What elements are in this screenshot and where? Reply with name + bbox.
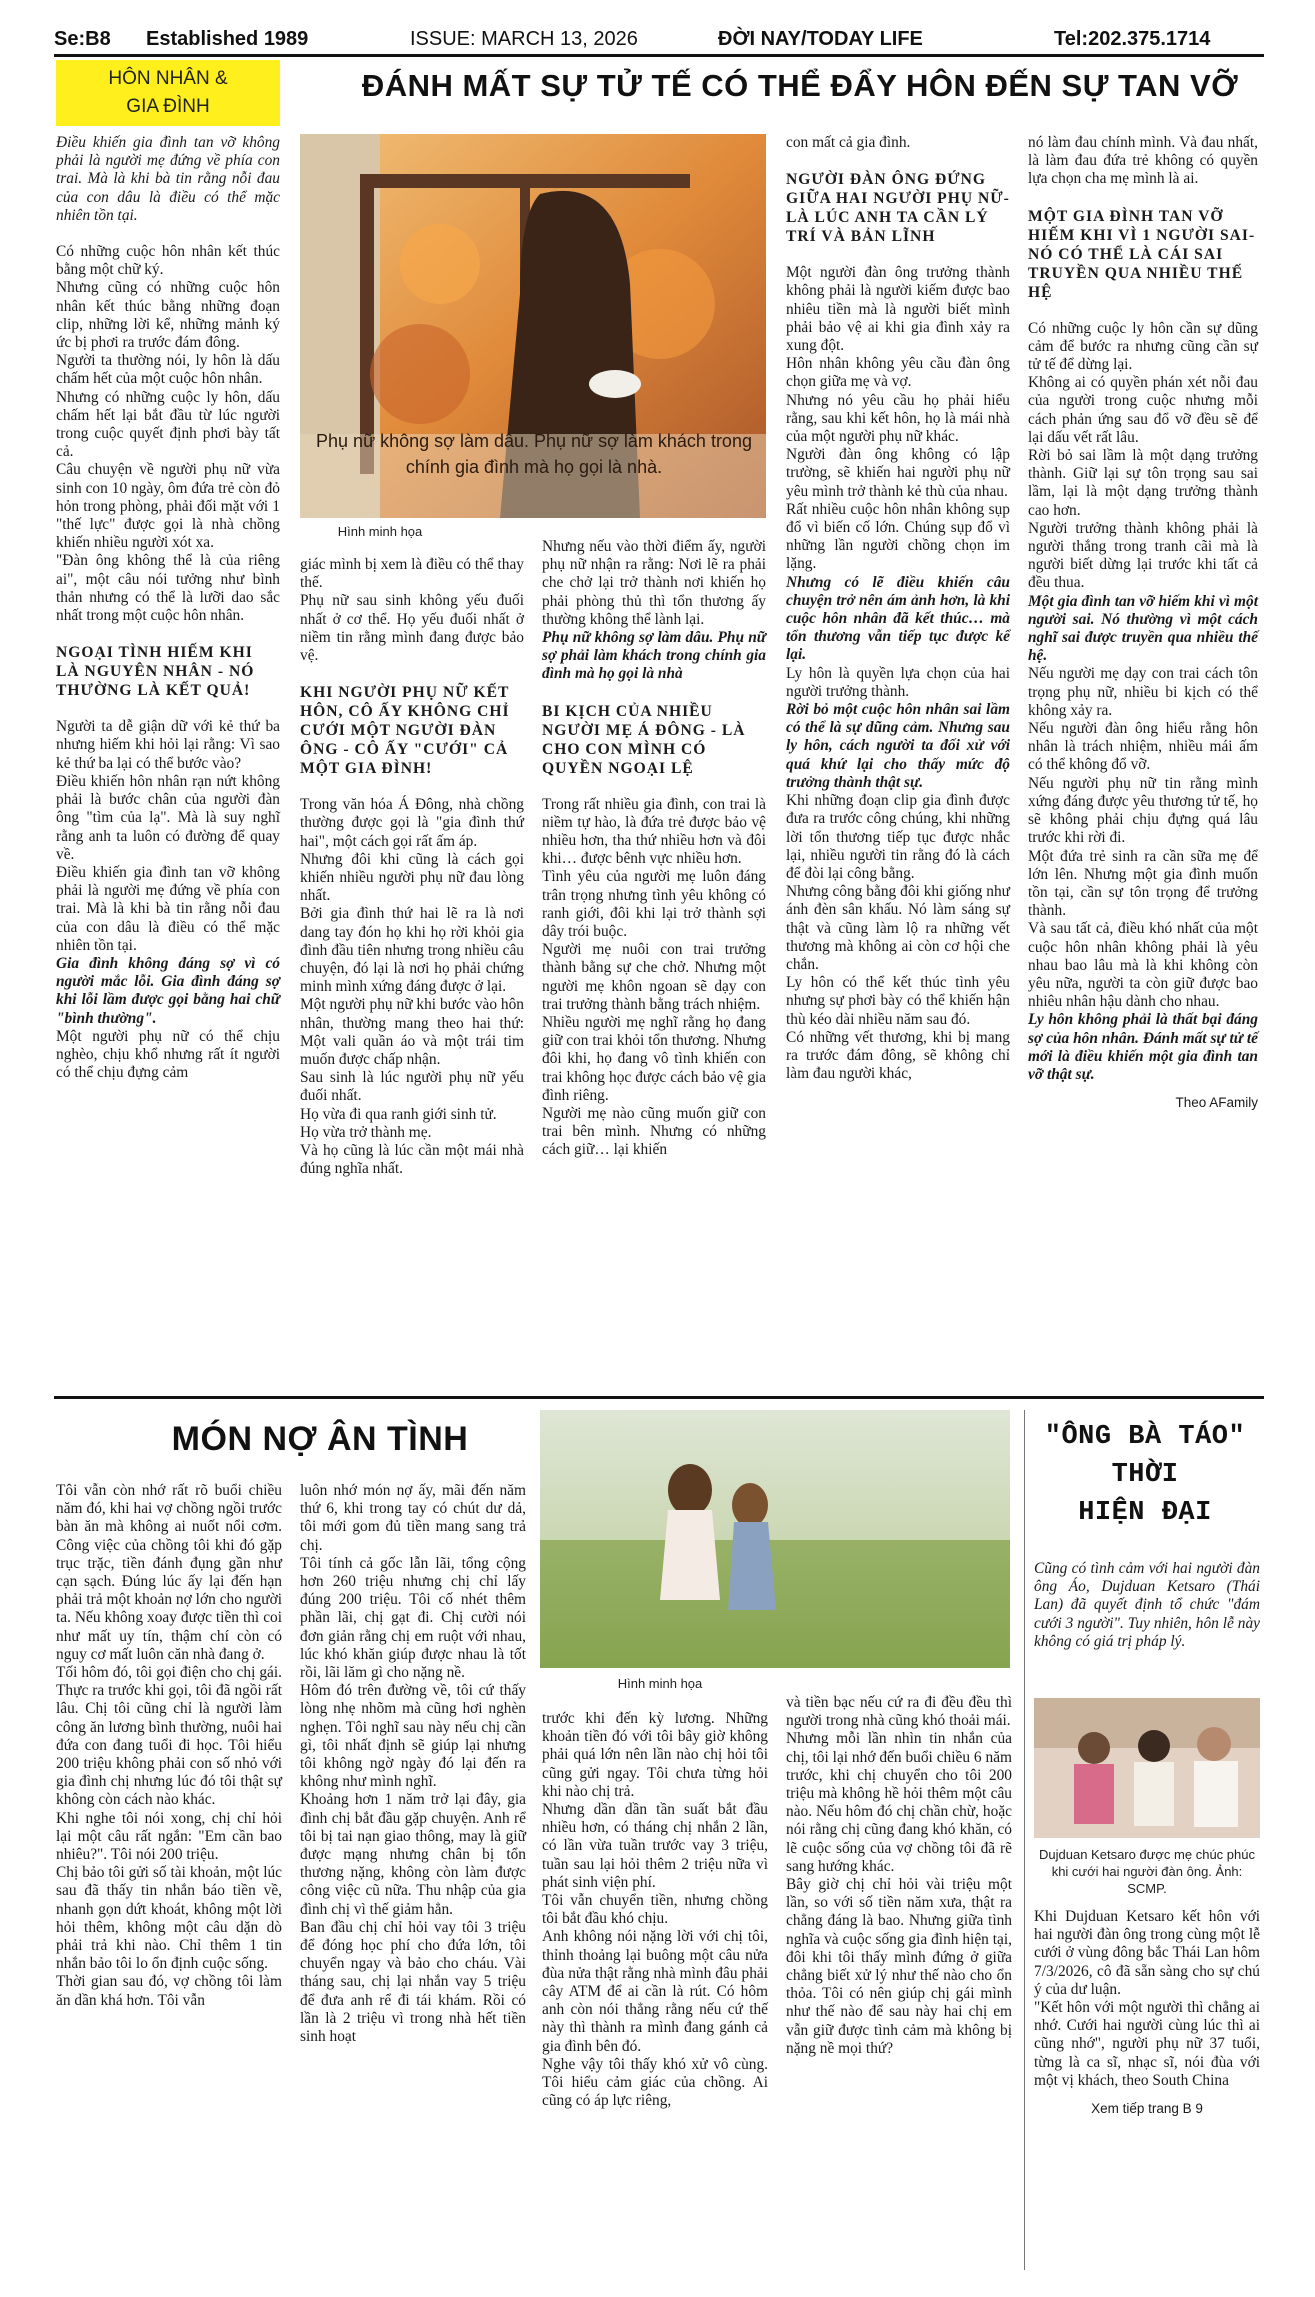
- section-label-line1: HÔN NHÂN &: [108, 68, 228, 89]
- issue-date: ISSUE: MARCH 13, 2026: [410, 28, 638, 50]
- paragraph: Có những cuộc ly hôn cần sự dũng cảm để bước ra nhưng cũng cần sự tử tế để dừng lại.: [1028, 319, 1258, 374]
- paragraph: Trong rất nhiều gia đình, con trai là niềm tự hào, là đứa trẻ được bảo vệ nhiều hơn, tha thứ nhiều hơn và đôi khi… được bênh vực nhiều hơn.: [542, 795, 766, 868]
- emphasis-paragraph: Gia đình không đáng sợ vì có người mắc lỗi. Gia đình đáng sợ khi lỗi lầm được gọi bằng hai chữ "bình thường".: [56, 954, 280, 1027]
- paragraph: Nhưng đôi khi cũng là cách gọi khiến nhiều người phụ nữ đau lòng nhất.: [300, 850, 524, 905]
- paragraph: Nhưng nếu vào thời điểm ấy, người phụ nữ nhận ra rằng: Nơi lẽ ra phải che chở lại trở thành nơi khiến họ phải phòng thủ thì tổn thương ấy thường không thể lành lại.: [542, 538, 766, 628]
- paragraph: Ly hôn có thể kết thúc tình yêu nhưng sự phơi bày có thể khiến hận thù kéo dài nhiều năm sau đó.: [786, 974, 1010, 1028]
- paragraph: Và họ cũng là lúc cần một mái nhà đúng nghĩa nhất.: [300, 1142, 524, 1178]
- paragraph: Nhưng nó yêu cầu họ phải hiểu rằng, sau khi kết hôn, họ là mái nhà của một người phụ nữ khác.: [786, 391, 1010, 446]
- article2-column-3: [542, 1710, 768, 2110]
- article1-column-3: [542, 538, 766, 1160]
- paragraph: trước khi đến kỳ lương. Những khoản tiền đó với tôi bây giờ không phải quá lớn nên lần nào chị hỏi tôi cũng gửi ngay. Tôi chưa từng hỏi khi nào chị trả.: [542, 1710, 768, 1800]
- subheading: NGOẠI TÌNH HIẾM KHI LÀ NGUYÊN NHÂN - NÓ THƯỜNG LÀ KẾT QUẢ!: [56, 644, 255, 700]
- paragraph: Tôi vẫn chuyển tiền, nhưng chồng tôi bắt đầu khó chịu.: [542, 1892, 768, 1928]
- paragraph: Tình yêu của người mẹ luôn đáng trân trọng nhưng tình yêu không có ranh giới, đôi khi lại trở thành sợi dây trói buộc.: [542, 868, 766, 941]
- paragraph: Khi nghe tôi nói xong, chị chỉ hỏi lại một câu rất ngắn: "Em cần bao nhiêu?". Tôi nói 200 triệu.: [56, 1809, 282, 1864]
- paragraph: Một người đàn ông trưởng thành không phải là người kiếm được bao nhiêu tiền mà là người biết mình phải bảo vệ ai khi gia đình xảy ra xung đột.: [786, 264, 1010, 355]
- paragraph: Người ta dễ giận dữ với kẻ thứ ba nhưng hiếm khi hỏi lại rằng: Vì sao kẻ thứ ba lại có thể bước vào?: [56, 718, 280, 772]
- paragraph: Chị bảo tôi gửi số tài khoản, một lúc sau đã thấy tin nhắn báo tiền về, nhanh gọn dứt khoát, không một lời hỏi thêm, không một câu dặn dò phải trả khi nào. Chỉ thêm 1 tin nhắn bảo tôi lo ổn định cuộc sống.: [56, 1864, 282, 1973]
- subheading: BI KỊCH CỦA NHIỀU NGƯỜI MẸ Á ĐÔNG - LÀ CHO CON MÌNH CÓ QUYỀN NGOẠI LỆ: [542, 702, 746, 777]
- article1-column-2: [300, 556, 524, 1178]
- article2-photo-caption: Hình minh họa: [617, 1676, 703, 1691]
- article3-photo: [1034, 1698, 1260, 1838]
- paragraph: Người đàn ông không có lập trường, sẽ khiến hai người phụ nữ yêu mình trở thành kẻ thù của nhau.: [786, 446, 1010, 500]
- section-label: [56, 60, 280, 126]
- masthead: [54, 24, 1264, 54]
- paragraph: Người mẹ nuôi con trai trưởng thành bằng sự che chở. Nhưng một người mẹ khôn ngoan sẽ dạy con trai trưởng thành bằng trách nhiệm.: [542, 941, 766, 1013]
- paragraph: Bây giờ chị chỉ hỏi vài triệu một lần, so với số tiền năm xưa, thật ra chẳng đáng là bao. Nhưng giữa tình nghĩa và cuộc sống gia đình hiện tại, đôi khi tôi thấy mình đứng ở giữa chẳng biết xử lý như thế nào cho ổn thỏa. Tôi có nên giúp chị gái mình như thế nào để sau này hai chị em vẫn giữ được tình cảm mà không bị nặng nề mọi thứ?: [786, 1876, 1012, 2057]
- paragraph: Nghe vậy tôi thấy khó xử vô cùng. Tôi hiểu cảm giác của chồng. Ai cũng có áp lực riêng,: [542, 2055, 768, 2110]
- paragraph: Hôm đó trên đường về, tôi cứ thấy lòng nhẹ nhõm mà cũng hơi nghèn nghẹn. Tôi nghĩ sau này nếu chị cần gì, tôi nhất định sẽ giúp lại nhưng tôi không ngờ ngày đó lại đến ra không như mình nghĩ.: [300, 1682, 526, 1791]
- paragraph: nó làm đau chính mình. Và đau nhất, là làm đau đứa trẻ không có quyền lựa chọn cha mẹ mình là ai.: [1028, 134, 1258, 188]
- paragraph: Anh không nói nặng lời với chị tôi, thỉnh thoảng lại buông một câu nửa đùa nửa thật rằng nhà mình đâu phải cây ATM để ai cần là rút. Có hôm anh còn nói thẳng rằng nếu cứ thế này thì thành ra mình đang gánh cả gia đình bên đó.: [542, 1928, 768, 2055]
- paragraph: Sau sinh là lúc người phụ nữ yếu đuối nhất.: [300, 1069, 524, 1105]
- paragraph: Phụ nữ sau sinh không yếu đuối nhất ở cơ thể. Họ yếu đuối nhất ở niềm tin rằng mình đang được bảo vệ.: [300, 592, 524, 665]
- emphasis-paragraph: Nhưng có lẽ điều khiến câu chuyện trở nên ám ảnh hơn, là khi cuộc hôn nhân đã kết thúc… mà tổn thương vẫn tiếp tục được kể lại.: [786, 573, 1010, 664]
- paragraph: Nếu người đàn ông hiểu rằng hôn nhân là trách nhiệm, nhiều mái ấm có thể không đổ vỡ.: [1028, 720, 1258, 774]
- continued-link[interactable]: Xem tiếp trang B 9: [1091, 2101, 1203, 2117]
- paragraph: Tôi tính cả gốc lẫn lãi, tổng cộng hơn 260 triệu nhưng chị chỉ lấy đúng 200 triệu. Tôi cố nhét thêm phần lãi, chị gạt đi. Chị cười nói đơn giản rằng chị em ruột với nhau, lúc khó khăn giúp được nhau là tốt rồi, lãi lăm gì cho nặng nề.: [300, 1554, 526, 1682]
- subheading: MỘT GIA ĐÌNH TAN VỠ HIẾM KHI VÌ 1 NGƯỜI SAI- NÓ CÓ THỂ LÀ CÁI SAI TRUYỀN QUA NHIỀU THẾ HỆ: [1028, 207, 1256, 301]
- emphasis-paragraph: Rời bỏ một cuộc hôn nhân sai lầm có thể là sự dũng cảm. Nhưng sau ly hôn, cách người ta đối xử với quá khứ lại cho thấy mức độ trưởng thành thật sự.: [786, 701, 1010, 791]
- emphasis-paragraph: Ly hôn không phải là thất bại đáng sợ của hôn nhân. Đánh mất sự tử tế mới là điều khiến một gia đình tan vỡ thật sự.: [1028, 1011, 1258, 1083]
- article3-photo-caption: Dujduan Ketsaro được mẹ chúc phúc khi cưới hai người đàn ông. Ảnh: SCMP.: [1039, 1847, 1255, 1896]
- paragraph: Một đứa trẻ sinh ra cần sữa mẹ để lớn lên. Nhưng một gia đình muốn tồn tại, cần sự tôn trọng để trưởng thành.: [1028, 847, 1258, 920]
- article3-title-line1: "ÔNG BÀ TÁO": [1044, 1422, 1246, 1452]
- article3-body: [1034, 1908, 1260, 2118]
- section-divider: [54, 1396, 1264, 1399]
- paragraph: Rất nhiều cuộc hôn nhân không sụp đổ vì biến cố lớn. Chúng sụp đổ vì những lần người chồng chọn im lặng.: [786, 500, 1010, 573]
- paragraph: Nhưng dần dần tần suất bắt đầu nhiều hơn, có tháng chị nhắn 2 lần, có lần vừa tuần trước vay 3 triệu, tuần sau lại hỏi thêm 2 triệu nữa vì phát sinh viện phí.: [542, 1801, 768, 1891]
- paragraph: Thời gian sau đó, vợ chồng tôi làm ăn dần khá hơn. Tôi vẫn: [56, 1973, 282, 2009]
- article1-column-4: [786, 134, 1010, 1083]
- paragraph: Tôi vẫn còn nhớ rất rõ buổi chiều năm đó, khi hai vợ chồng ngồi trước bàn ăn mà không ai nuốt nổi cơm. Công việc của chồng tôi khi đó gặp trục trặc, tiền đánh đụng gần như cạn sạch. Đúng lúc ấy lại đến hạn phải trả một khoản nợ lớn cho người ta. Nếu không xoay được tiền thì coi như mất uy tín, thậm chí còn có nguy cơ mất luôn căn nhà đang ở.: [56, 1482, 282, 1663]
- paragraph: Nếu người mẹ dạy con trai cách tôn trọng phụ nữ, nhiều bi kịch có thể không xảy ra.: [1028, 665, 1258, 719]
- paragraph: Một người phụ nữ khi bước vào hôn nhân, thường mang theo hai thứ: Một vali quần áo và một trái tim muốn được chấp nhận.: [300, 996, 524, 1069]
- article2-photo: [540, 1410, 1010, 1668]
- paragraph: Người ta thường nói, ly hôn là dấu chấm hết của một cuộc hôn nhân.: [56, 352, 280, 388]
- paragraph: Điều khiến hôn nhân rạn nứt không phải là bước chân của người đàn ông "tìm của lạ". Mà là suy nghĩ rằng anh ta luôn có đường để quay về.: [56, 772, 280, 863]
- paragraph: "Đàn ông không thể là của riêng ai", một câu nói tưởng như bình thản nhưng có thể là lưỡi dao sắc nhất trong một cuộc hôn nhân.: [56, 552, 280, 625]
- publication-name: ĐỜI NAY/TODAY LIFE: [718, 28, 923, 50]
- article3-title-line3: HIỆN ĐẠI: [1078, 1498, 1212, 1528]
- page-number: Se:B8: [54, 28, 111, 50]
- children-field-illustration: [540, 1410, 1010, 1668]
- paragraph: Và sau tất cả, điều khó nhất của một cuộc hôn nhân không phải là yêu nhau bao lâu mà là khi không còn yêu nữa, người ta còn giữ được bao nhiêu nhân hậu dành cho nhau.: [1028, 920, 1258, 1011]
- paragraph: Nhưng công bằng đôi khi giống như ánh đèn sân khấu. Nó làm sáng sự thật và cũng làm lộ ra những vết thương mà không ai còn cơ hội che chắn.: [786, 883, 1010, 973]
- paragraph: Họ vừa trở thành mẹ.: [300, 1123, 432, 1141]
- established: Established 1989: [146, 28, 309, 50]
- paragraph: "Kết hôn với một người thì chẳng ai nhớ. Cưới hai người cùng lúc thì ai cũng nhớ", người phụ nữ 37 tuổi, từng là ca sĩ, nhạc sĩ, nói đùa với một vị khách, theo South China: [1034, 1999, 1260, 2089]
- wedding-photo: [1034, 1698, 1260, 1838]
- column-divider: [1024, 1410, 1025, 2270]
- paragraph: Ban đầu chị chỉ hỏi vay tôi 3 triệu để đóng học phí cho đứa lớn, tôi chuyển ngay và bảo cho cháu. Vài tháng sau, chị lại nhắn vay 5 triệu để đưa anh rể đi tái khám. Rồi có lần là 2 triệu vì trong nhà hết tiền sinh hoạt: [300, 1918, 526, 2046]
- paragraph: Người trưởng thành không phải là người thắng trong tranh cãi mà là người biết dừng lại trước khi tất cả đều thua.: [1028, 519, 1258, 592]
- paragraph: Người mẹ nào cũng muốn giữ con trai bên mình. Nhưng có những cách giữ… lại khiến: [542, 1105, 766, 1159]
- article2-column-1: [56, 1482, 282, 2010]
- photo-quote: Phụ nữ không sợ làm dâu. Phụ nữ sợ làm khách trong chính gia đình mà họ gọi là nhà.: [316, 431, 752, 477]
- article3-lead: [1034, 1560, 1260, 1651]
- article2-column-2: [300, 1482, 526, 2046]
- article3-title-line2: THỜI: [1111, 1460, 1179, 1490]
- article1-title: ĐÁNH MẤT SỰ TỬ TẾ CÓ THỂ ĐẨY HÔN ĐẾN SỰ TAN VỠ: [361, 68, 1239, 103]
- subheading: NGƯỜI ĐÀN ÔNG ĐỨNG GIỮA HAI NGƯỜI PHỤ NỮ- LÀ LÚC ANH TA CẦN LÝ TRÍ VÀ BẢN LĨNH: [786, 171, 1010, 246]
- paragraph: Nhiều người mẹ nghĩ rằng họ đang giữ con trai khỏi tổn thương. Nhưng đôi khi, họ đang vô tình khiến con trai không học được cách bảo vệ gia đình riêng.: [542, 1014, 766, 1104]
- paragraph: Nhưng cũng có những cuộc hôn nhân kết thúc bằng những đoạn clip, những lời kể, những mảnh ký ức bị phơi ra trước đám đông.: [56, 279, 280, 352]
- paragraph: Không ai có quyền phán xét nỗi đau của người trong cuộc nhưng mỗi cách phản ứng sau đổ vỡ đều sẽ để lại dấu vết rất lâu.: [1028, 374, 1258, 446]
- paragraph: và tiền bạc nếu cứ ra đi đều đều thì người trong nhà cũng khó thoải mái.: [786, 1694, 1012, 1730]
- paragraph: Một người phụ nữ có thể chịu nghèo, chịu khổ nhưng rất ít người có thể chịu đựng cảm: [56, 1027, 280, 1082]
- paragraph: con mất cả gia đình.: [786, 134, 911, 151]
- paragraph: Khi Dujduan Ketsaro kết hôn với hai người đàn ông trong cùng một lễ cưới ở vùng đông bắc Thái Lan hôm 7/3/2026, cô đã sẵn sàng cho sự chú ý của dư luận.: [1034, 1908, 1260, 1998]
- article1-column-1: [56, 134, 280, 1082]
- paragraph: Nếu người phụ nữ tin rằng mình xứng đáng được yêu thương tử tế, họ sẽ không phải chịu đựng quá lâu trước khi rời đi.: [1028, 774, 1258, 847]
- section-label-line2: GIA ĐÌNH: [126, 96, 210, 117]
- article2-title: MÓN NỢ ÂN TÌNH: [171, 1420, 469, 1458]
- emphasis-paragraph: Phụ nữ không sợ làm dâu. Phụ nữ sợ phải làm khách trong chính gia đình mà họ gọi là nhà: [542, 629, 766, 683]
- paragraph: luôn nhớ món nợ ấy, mãi đến năm thứ 6, khi trong tay có chút dư dả, tôi mới gom đủ tiền mang sang trả chị.: [300, 1482, 526, 1554]
- article2-column-4: [786, 1694, 1012, 2058]
- paragraph: Điều khiến gia đình tan vỡ không phải là người mẹ đứng về phía con trai. Mà là khi bà tin rằng nỗi đau của con dâu là điều có thể mặc nhiên tồn tại.: [56, 863, 280, 954]
- paragraph: Bởi gia đình thứ hai lẽ ra là nơi dang tay đón họ khi họ rời khỏi gia đình đầu tiên nhưng trong nhiều câu chuyện, đó lại là nơi họ phải chứng minh mình xứng đáng được ở lại.: [300, 905, 524, 996]
- lead-paragraph: Cũng có tình cảm với hai người đàn ông Áo, Dujduan Ketsaro (Thái Lan) đã quyết định tổ chức "đám cưới 3 người". Tuy nhiên, hôn lễ này không có giá trị pháp lý.: [1034, 1560, 1260, 1650]
- paragraph: giác mình bị xem là điều có thể thay thế.: [300, 556, 524, 592]
- paragraph: Nhưng mỗi lần nhìn tin nhắn của chị, tôi lại nhớ đến buổi chiều 6 năm trước, khi chị chuyển cho tôi 200 triệu mà không hề hỏi thêm một câu nào. Nếu hôm đó chị chần chừ, hoặc nói rằng chị cũng đang khó khăn, có lẽ cuộc sống của vợ chồng tôi đã rẽ sang hướng khác.: [786, 1730, 1012, 1875]
- telephone: Tel:202.375.1714: [1054, 28, 1211, 50]
- paragraph: Rời bỏ sai lầm là một dạng trưởng thành. Giữ lại sự tôn trọng sau sai lầm, lại là một dạng trưởng thành cao hơn.: [1028, 447, 1258, 519]
- article1-credit: Theo AFamily: [1175, 1095, 1258, 1111]
- paragraph: Hôn nhân không yêu cầu đàn ông chọn giữa mẹ và vợ.: [786, 355, 1010, 391]
- paragraph: Ly hôn là quyền lựa chọn của hai người trưởng thành.: [786, 664, 1010, 700]
- subheading: KHI NGƯỜI PHỤ NỮ KẾT HÔN, CÔ ẤY KHÔNG CHỈ CƯỚI MỘT NGƯỜI ĐÀN ÔNG - CÔ ẤY "CƯỚI" CẢ MỘT GIA ĐÌNH!: [300, 684, 510, 778]
- paragraph: Câu chuyện về người phụ nữ vừa sinh con 10 ngày, ôm đứa trẻ còn đỏ hỏn trong phòng, phải đối mặt với 1 "thế lực" được gọi là nhà chồng khiến nhiều người xót xa.: [56, 461, 280, 552]
- header-rule: [54, 54, 1264, 57]
- paragraph: Họ vừa đi qua ranh giới sinh tử.: [300, 1105, 497, 1123]
- article1-photo-caption: Hình minh họa: [337, 524, 423, 539]
- paragraph: Có những vết thương, khi bị mang ra trước đám đông, sẽ không chỉ làm đau người khác,: [786, 1028, 1010, 1083]
- paragraph: Trong văn hóa Á Đông, nhà chồng thường được gọi là "gia đình thứ hai", một cách gọi rất ấm áp.: [300, 796, 524, 850]
- lead-paragraph: Điều khiến gia đình tan vỡ không phải là người mẹ đứng về phía con trai. Mà là khi bà tin rằng nỗi đau của con dâu là điều có thể mặc nhiên tồn tại.: [56, 134, 280, 224]
- paragraph: Nhưng có những cuộc ly hôn, dấu chấm hết lại bắt đầu từ lúc người trong cuộc quyết định phơi bày tất cả.: [56, 388, 280, 461]
- article1-column-5: [1028, 134, 1258, 1112]
- paragraph: Có những cuộc hôn nhân kết thúc bằng một chữ ký.: [56, 243, 280, 279]
- paragraph: Khoảng hơn 1 năm trở lại đây, gia đình chị bắt đầu gặp chuyện. Anh rể tôi bị tai nạn giao thông, may là giữ được mạng nhưng chân bị tổn thương nặng, không còn làm được công việc cũ nữa. Thu nhập của gia đình chị vì thế giảm hẳn.: [300, 1791, 526, 1918]
- emphasis-paragraph: Một gia đình tan vỡ hiếm khi vì một người sai. Nó thường vì một cách nghĩ sai được truyền qua nhiều thế hệ.: [1028, 592, 1258, 665]
- paragraph: Tối hôm đó, tôi gọi điện cho chị gái. Thực ra trước khi gọi, tôi đã ngồi rất lâu. Chị tôi cũng chỉ là người làm công ăn lương bình thường, nuôi hai đứa con đang tuổi đi học. Tôi hiểu 200 triệu không phải con số nhỏ với gia đình chị nhưng lúc đó tôi thật sự không còn cách nào khác.: [56, 1664, 282, 1809]
- paragraph: Khi những đoạn clip gia đình được đưa ra trước công chúng, khi những lời tổn thương tiếp tục được nhắc lại, nhiều người tin rằng đó là cách để đòi lại công bằng.: [786, 792, 1010, 882]
- article3-title: [1030, 1418, 1260, 1532]
